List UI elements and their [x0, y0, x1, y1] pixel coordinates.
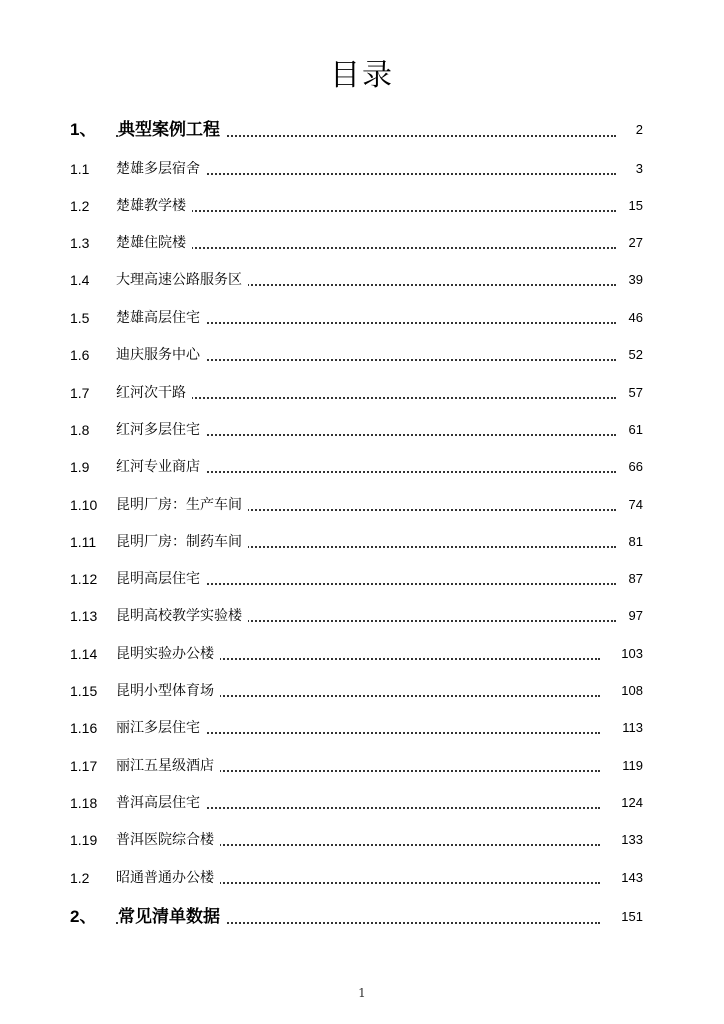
toc-entry[interactable]	[0, 455, 724, 479]
toc-entry-number: 1.2	[70, 870, 90, 886]
toc-entry-page: 61	[628, 422, 643, 437]
toc-entry-page: 151	[621, 909, 643, 924]
toc-entry-page: 119	[622, 758, 643, 773]
toc-entry-label: 红河专业商店	[116, 455, 206, 479]
toc-entry-number: 1.8	[70, 422, 90, 438]
toc-entry-label: 丽江多层住宅	[116, 716, 206, 740]
toc-entry-label: 楚雄住院楼	[116, 231, 192, 255]
toc-entry[interactable]	[0, 604, 724, 628]
toc-entry-label: 楚雄多层宿舍	[116, 157, 206, 181]
toc-entry-page: 143	[621, 870, 643, 885]
toc-entry-label: 红河次干路	[116, 381, 192, 405]
toc-entry-number: 1.12	[70, 571, 98, 587]
toc-entry-number: 1.17	[70, 758, 98, 774]
toc-entry[interactable]	[0, 418, 724, 442]
toc-entry-page: 15	[628, 198, 643, 213]
toc-entry[interactable]	[0, 905, 724, 929]
toc-entry[interactable]	[0, 381, 724, 405]
toc-entry-number: 1.13	[70, 608, 98, 624]
toc-entry-page: 52	[628, 347, 643, 362]
toc-entry-label: 丽江五星级酒店	[116, 754, 220, 778]
toc-entry-number: 1.16	[70, 720, 98, 736]
toc-title: 目录	[330, 58, 394, 93]
toc-entry[interactable]	[0, 268, 724, 292]
toc-entry-number: 1.5	[70, 310, 90, 326]
toc-entry-page: 108	[621, 683, 643, 698]
toc-entry-page: 103	[621, 646, 643, 661]
toc-entry[interactable]	[0, 567, 724, 591]
toc-entry-page: 27	[628, 235, 643, 250]
toc-entry-page: 57	[628, 385, 643, 400]
toc-entry[interactable]	[0, 754, 724, 778]
toc-entry[interactable]	[0, 866, 724, 890]
toc-entry-number: 1.18	[70, 795, 98, 811]
toc-entry[interactable]	[0, 118, 724, 142]
toc-entry-number: 1.9	[70, 459, 90, 475]
toc-entry[interactable]	[0, 791, 724, 815]
page-number-footer: 1	[358, 986, 366, 1000]
toc-entry-number: 1.3	[70, 235, 90, 251]
toc-entry-label: 昆明小型体育场	[116, 679, 220, 703]
toc-entry-page: 124	[621, 795, 643, 810]
toc-entry[interactable]	[0, 343, 724, 367]
toc-entry-label: 大理高速公路服务区	[116, 268, 248, 292]
toc-entry-label: 迪庆服务中心	[116, 343, 206, 367]
toc-entry[interactable]	[0, 231, 724, 255]
toc-entry-page: 74	[628, 497, 643, 512]
toc-entry-label: 昆明高校教学实验楼	[116, 604, 248, 628]
toc-entry-number: 1.7	[70, 385, 90, 401]
toc-entry[interactable]	[0, 194, 724, 218]
toc-entry-label: 楚雄高层住宅	[116, 306, 206, 330]
toc-entry-page: 81	[628, 534, 643, 549]
toc-entry-number: 1.15	[70, 683, 98, 699]
toc-entry-label: 普洱医院综合楼	[116, 828, 220, 852]
toc-entry-number: 1.4	[70, 272, 90, 288]
toc-entry-number: 1.11	[70, 534, 97, 550]
toc-entry-page: 66	[628, 459, 643, 474]
toc-entry-label: 常见清单数据	[118, 905, 226, 929]
toc-entry[interactable]	[0, 493, 724, 517]
toc-entry-number: 1、	[70, 120, 97, 139]
toc-entry-label: 昭通普通办公楼	[116, 866, 220, 890]
toc-entry-number: 1.14	[70, 646, 98, 662]
toc-entry-page: 87	[628, 571, 643, 586]
toc-entry[interactable]	[0, 157, 724, 181]
toc-entry-label: 典型案例工程	[118, 118, 226, 142]
toc-entry[interactable]	[0, 306, 724, 330]
toc-entry-page: 113	[622, 720, 643, 735]
toc-entry[interactable]	[0, 642, 724, 666]
toc-entry-label: 普洱高层住宅	[116, 791, 206, 815]
toc-entry-number: 1.1	[70, 161, 90, 177]
toc-entry-number: 2、	[70, 907, 97, 926]
toc-entry[interactable]	[0, 530, 724, 554]
toc-entry-number: 1.19	[70, 832, 98, 848]
toc-entry[interactable]	[0, 828, 724, 852]
toc-entry-label: 昆明厂房：制药车间	[116, 530, 248, 554]
toc-entry-label: 昆明高层住宅	[116, 567, 206, 591]
toc-entry-page: 46	[628, 310, 643, 325]
toc-entry-page: 3	[635, 161, 643, 176]
toc-entry-number: 1.2	[70, 198, 90, 214]
toc-entry-label: 昆明厂房：生产车间	[116, 493, 248, 517]
toc-entry-page: 133	[621, 832, 643, 847]
toc-entry-page: 2	[635, 122, 643, 137]
toc-entry[interactable]	[0, 716, 724, 740]
toc-entry-label: 昆明实验办公楼	[116, 642, 220, 666]
toc-entry-label: 红河多层住宅	[116, 418, 206, 442]
toc-entry-page: 39	[628, 272, 643, 287]
toc-entry[interactable]	[0, 679, 724, 703]
toc-entry-number: 1.10	[70, 497, 98, 513]
toc-entry-number: 1.6	[70, 347, 90, 363]
toc-entry-label: 楚雄教学楼	[116, 194, 192, 218]
toc-entry-page: 97	[628, 608, 643, 623]
